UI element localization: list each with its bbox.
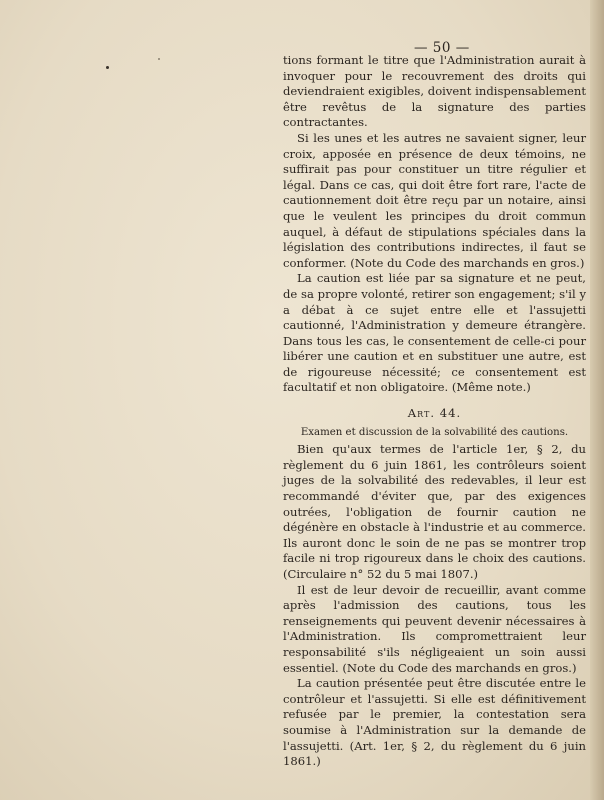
- paragraph: Il est de leur devoir de recueillir, avant comme après l'admission des cautions, tous les renseignements qui peuvent devenir nécessaires à l'Administration. Ils compromettraient leur responsabilité s'ils négligeaient un soin aussi essentiel. (Note du Code des marchands en gros.): [283, 582, 586, 675]
- paragraph: tions formant le titre que l'Administration aurait à invoquer pour le recouvrement des droits qui deviendraient exigibles, doivent indispensablement être revêtus de la signature des parties contractantes.: [283, 53, 586, 130]
- paragraph: Bien qu'aux termes de l'article 1er, § 2, du règlement du 6 juin 1861, les contrôleurs soient juges de la solvabilité des redevables, il leur est recommandé d'éviter que, par des exigences outrées, l'obligation de fournir caution ne dégénère en obstacle à l'industrie et au commerce. Ils auront donc le soin de ne pas se montrer trop facile ni trop rigoureux dans le choix des cautions. (Circulaire n° 52 du 5 mai 1807.): [283, 442, 586, 581]
- page-number: — 50 —: [414, 40, 470, 56]
- page-gutter: [590, 0, 604, 800]
- paragraph: Si les unes et les autres ne savaient signer, leur croix, apposée en présence de deux témoins, ne suffirait pas pour constituer un titre régulier et légal. Dans ce cas, qui doit être fort rare, l'acte de cautionnement doit être reçu par un notaire, ainsi que le veulent les principes du droit commun auquel, à défaut de stipulations spéciales dans la législation des contributions indirectes, il faut se conformer. (Note du Code des marchands en gros.): [283, 130, 586, 270]
- ink-speck: [106, 66, 109, 69]
- article-title: Art. 44.: [407, 406, 462, 421]
- paragraph: La caution est liée par sa signature et ne peut, de sa propre volonté, retirer son engagement; s'il y a débat à ce sujet entre elle et l'assujetti cautionné, l'Administration y demeure étrangère. Dans tous les cas, le consentement de celle-ci pour libérer une caution et en substituer une autre, est de rigoureuse nécessité; ce consentement est facultatif et non obligatoire. (Même note.): [283, 271, 586, 395]
- page-body: [283, 53, 586, 770]
- paragraph: La caution présentée peut être discutée entre le contrôleur et l'assujetti. Si elle est définitivement refusée par le premier, la contestation sera soumise à l'Administration sur la demande de l'assujetti. (Art. 1er, § 2, du règlement du 6 juin 1861.): [283, 676, 586, 769]
- article-subtitle: Examen et discussion de la solvabilité des cautions.: [300, 426, 569, 438]
- ink-speck: [158, 58, 160, 60]
